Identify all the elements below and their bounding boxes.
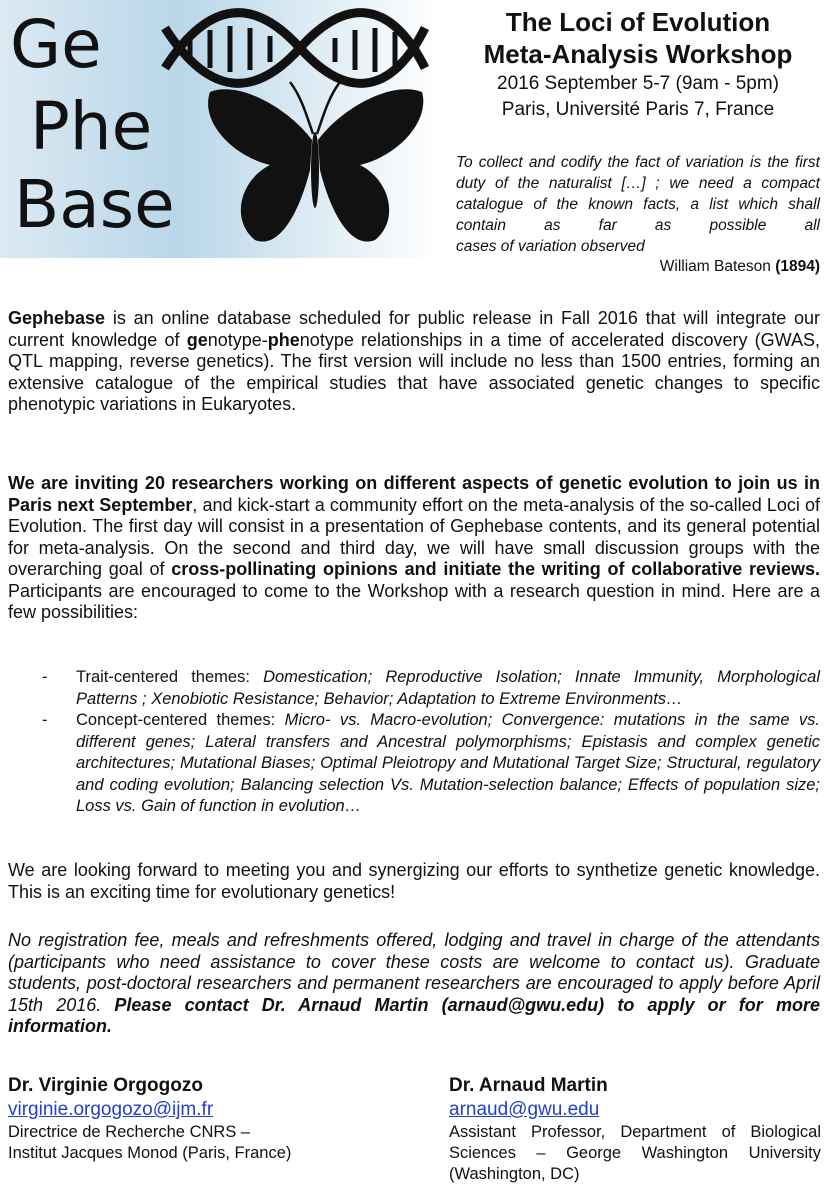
logo-word-ge: Ge	[10, 6, 102, 83]
contact-orgogozo	[8, 1074, 368, 1164]
list-item-lead: Concept-centered themes:	[76, 711, 285, 729]
workshop-title-line2: Meta-Analysis Workshop	[483, 39, 793, 69]
intro-text-a: is an online database scheduled for public release in Fall 2016 that will integrate our current knowledge of	[8, 308, 820, 350]
workshop-header	[452, 6, 824, 122]
gephebase-logo	[0, 0, 440, 258]
list-item	[8, 667, 820, 710]
invite-bold-b: cross-pollinating opinions and initiate the writing of collaborative reviews.	[171, 559, 820, 579]
bateson-quote	[456, 152, 820, 257]
quote-text-last: cases of variation observed	[456, 238, 645, 255]
list-item-themes: Domestication; Reproductive Isolation; Innate Immunity, Morphological Patterns ; Xenobiotic Resistance; Behavior; Adaptation to Extreme Environments…	[76, 668, 820, 708]
contact-role-line1: Directrice de Recherche CNRS –	[8, 1123, 251, 1141]
invite-text-a: , and kick-start a community effort on the meta-analysis of the so-called Loci of Evolution. The first day will consist in a presentation of Gephebase contents, and its general potential for meta-analysis. On the second and third day, we will have small discussion groups with the overarching goal of	[8, 494, 820, 579]
invitation-paragraph	[8, 473, 820, 624]
logo-word-base: Base	[14, 166, 175, 243]
quote-attribution	[456, 258, 820, 276]
butterfly-icon	[200, 70, 430, 255]
possibilities-list	[8, 667, 820, 818]
logo-word-phe: Phe	[30, 88, 153, 165]
list-dash: -	[42, 668, 48, 686]
intro-phe: phe	[267, 329, 300, 350]
contact-role: Assistant Professor, Department of Biological Sciences – George Washington University (Washington, DC)	[449, 1123, 821, 1183]
contact-email-link[interactable]: arnaud@gwu.edu	[449, 1099, 600, 1120]
list-item	[8, 710, 820, 818]
invite-text-b: Participants are encouraged to come to the Workshop with a research question in mind. Here are a few possibilities:	[8, 580, 820, 622]
contact-name: Dr. Arnaud Martin	[449, 1075, 608, 1096]
intro-paragraph	[8, 308, 820, 416]
gephebase-name: Gephebase	[8, 308, 106, 328]
quote-author: William Bateson	[659, 258, 771, 275]
registration-paragraph	[8, 930, 820, 1038]
list-item-lead: Trait-centered themes:	[76, 668, 264, 686]
intro-ge: ge	[186, 329, 208, 350]
contact-name: Dr. Virginie Orgogozo	[8, 1075, 203, 1096]
workshop-title-line1: The Loci of Evolution	[505, 7, 771, 37]
contact-email-link[interactable]: virginie.orgogozo@ijm.fr	[8, 1099, 214, 1120]
registration-contact: Please contact Dr. Arnaud Martin (arnaud@gwu.edu) to apply or for more information.	[8, 994, 820, 1036]
quote-year: (1894)	[775, 258, 820, 275]
workshop-location: Paris, Université Paris 7, France	[501, 99, 775, 120]
closing-paragraph: We are looking forward to meeting you and synergizing our efforts to synthetize genetic knowledge. This is an exciting time for evolutionary genetics!	[8, 860, 820, 902]
registration-text: No registration fee, meals and refreshments offered, lodging and travel in charge of the attendants (participants who need assistance to cover these costs are welcome to contact us). Graduate students, post-doctoral researchers and permanent researchers are encouraged to apply before April 15th 2016.	[8, 930, 820, 1015]
workshop-date: 2016 September 5-7 (9am - 5pm)	[497, 73, 779, 94]
invite-bold-a: We are inviting 20 researchers working on different aspects of genetic evolution to join us in Paris next September	[8, 473, 820, 515]
quote-text: To collect and codify the fact of variation is the first duty of the naturalist […] ; we need a compact catalogue of the known facts, a list which shall contain as far as possible all	[456, 154, 820, 234]
intro-notype: notype-	[207, 329, 268, 350]
list-item-themes: Micro- vs. Macro-evolution; Convergence: mutations in the same vs. different genes; Lateral transfers and Ancestral polymorphisms; Epistasis and complex genetic architectures; Mutational Biases; Optimal Pleiotropy and Mutational Target Size; Structural, regulatory and coding evolution; Balancing selection Vs. Mutation-selection balance; Effects of population size; Loss vs. Gain of function in evolution…	[76, 711, 821, 815]
intro-text-b: notype relationships in a time of accelerated discovery (GWAS, QTL mapping, reverse genetics). The first version will include no less than 1500 entries, forming an extensive catalogue of the empirical studies that have associated genetic changes to specific phenotypic variations in Eukaryotes.	[8, 329, 820, 414]
contact-role-line2: Institut Jacques Monod (Paris, France)	[8, 1144, 292, 1162]
contact-martin	[449, 1074, 821, 1185]
list-dash: -	[42, 711, 48, 729]
